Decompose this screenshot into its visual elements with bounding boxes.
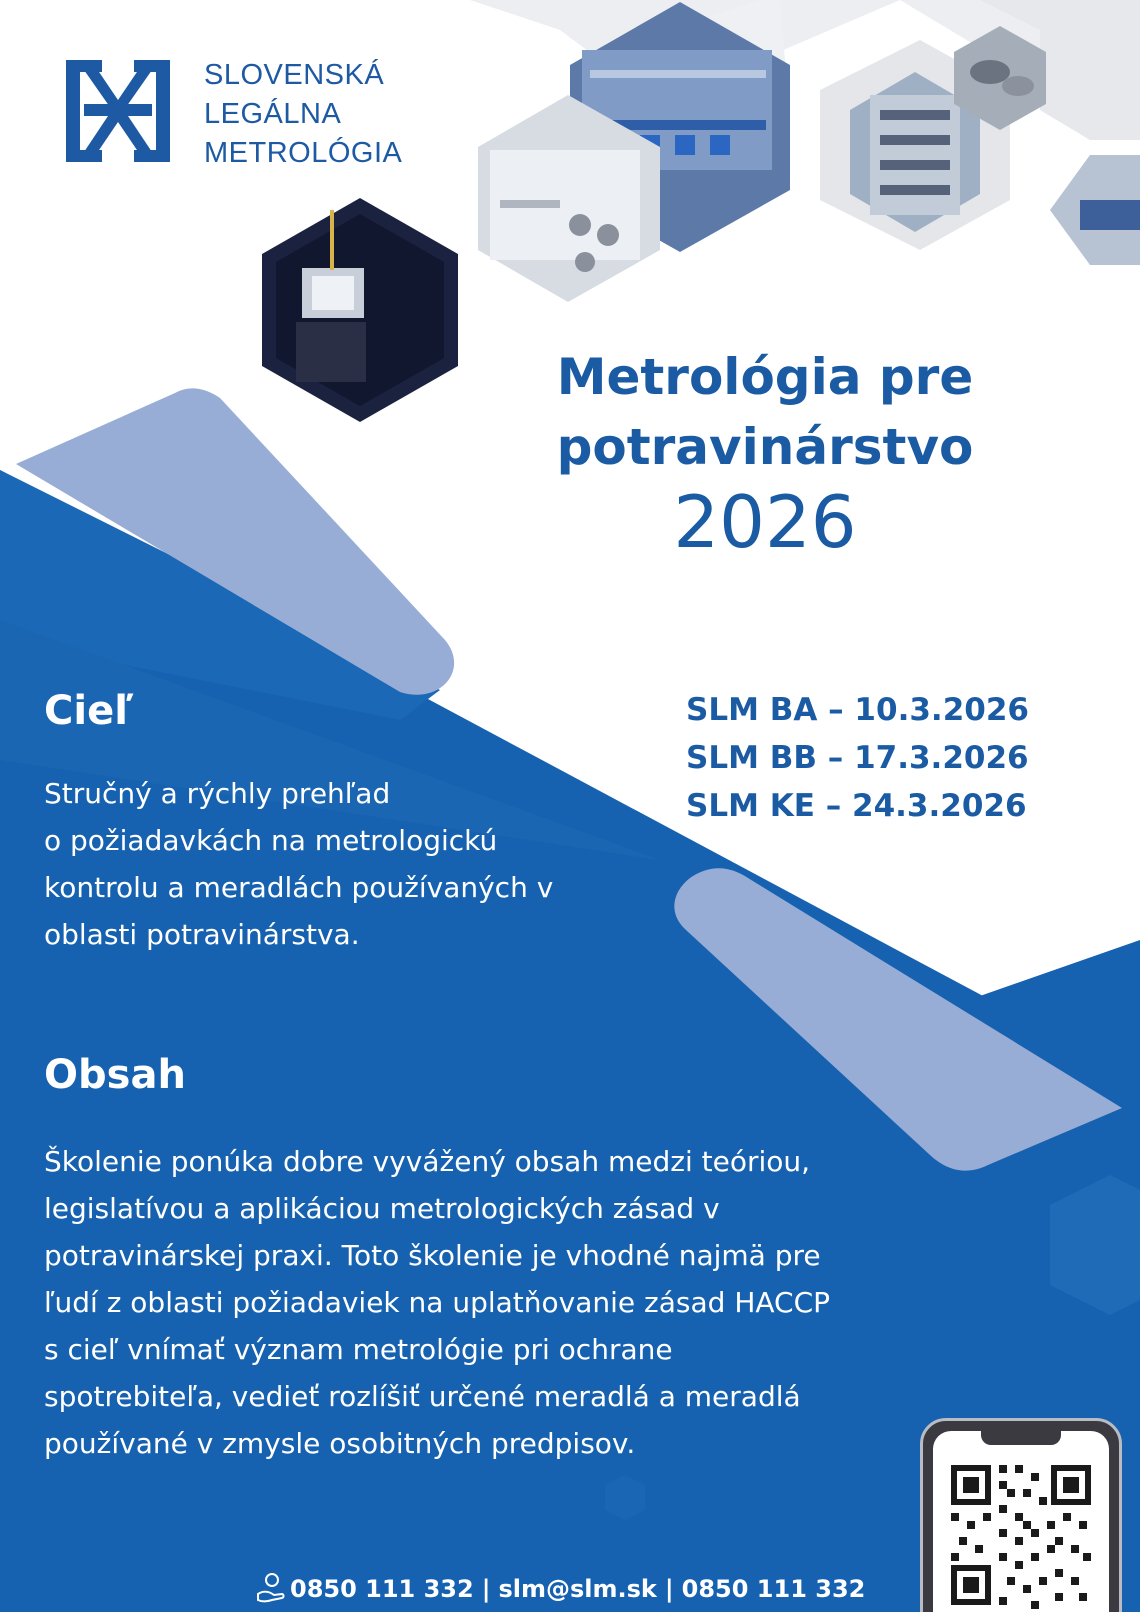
title-line-2: potravinárstvo xyxy=(556,418,974,476)
logo-line-3: METROLÓGIA xyxy=(204,137,403,169)
date-bb: SLM BB – 17.3.2026 xyxy=(686,740,1029,776)
content-line: legislatívou a aplikáciou metrologických zásad v xyxy=(44,1192,720,1225)
goal-line: Stručný a rýchly prehľad xyxy=(44,777,391,810)
event-title xyxy=(520,342,1010,482)
footer-separator: | xyxy=(664,1575,674,1603)
logo-line-1: SLOVENSKÁ xyxy=(204,59,385,91)
content-line: s cieľ vnímať význam metrológie pri ochrane xyxy=(44,1333,673,1366)
event-dates xyxy=(686,686,1029,830)
date-ba: SLM BA – 10.3.2026 xyxy=(686,692,1029,728)
content-line: ľudí z oblasti požiadaviek na uplatňovanie zásad HACCP xyxy=(44,1286,831,1319)
footer-phone-1[interactable]: 0850 111 332 xyxy=(290,1575,474,1603)
goal-text xyxy=(44,770,553,958)
goal-line: kontrolu a meradlách používaných v xyxy=(44,871,554,904)
date-ke: SLM KE – 24.3.2026 xyxy=(686,788,1027,824)
title-line-1: Metrológia pre xyxy=(556,348,974,406)
slm-logo-icon xyxy=(66,60,170,162)
logo-line-2: LEGÁLNA xyxy=(204,98,342,130)
goal-heading: Cieľ xyxy=(44,688,134,734)
content-line: Školenie ponúka dobre vyvážený obsah medzi teóriou, xyxy=(44,1145,811,1178)
contact-footer xyxy=(256,1572,865,1606)
goal-line: oblasti potravinárstva. xyxy=(44,918,360,951)
phone-hand-icon xyxy=(256,1572,286,1606)
goal-line: o požiadavkách na metrologickú xyxy=(44,824,498,857)
content-line: používané v zmysle osobitných predpisov. xyxy=(44,1427,636,1460)
content-text xyxy=(44,1138,830,1467)
phone-screen xyxy=(933,1431,1109,1612)
phone-notch xyxy=(981,1431,1061,1445)
photo-hexagon-instrument xyxy=(1050,155,1140,265)
logo-text xyxy=(204,56,402,173)
qr-code[interactable] xyxy=(933,1431,1109,1612)
content-line: potravinárskej praxi. Toto školenie je vhodné najmä pre xyxy=(44,1239,821,1272)
phone-mockup xyxy=(920,1418,1122,1612)
event-year: 2026 xyxy=(673,480,857,564)
footer-separator: | xyxy=(481,1575,491,1603)
content-line: spotrebiteľa, vedieť rozlíšiť určené meradlá a meradlá xyxy=(44,1380,801,1413)
footer-email[interactable]: slm@slm.sk xyxy=(498,1575,657,1603)
photo-hexagon-anechoic xyxy=(262,198,458,422)
footer-phone-2[interactable]: 0850 111 332 xyxy=(681,1575,866,1603)
content-heading: Obsah xyxy=(44,1052,186,1098)
